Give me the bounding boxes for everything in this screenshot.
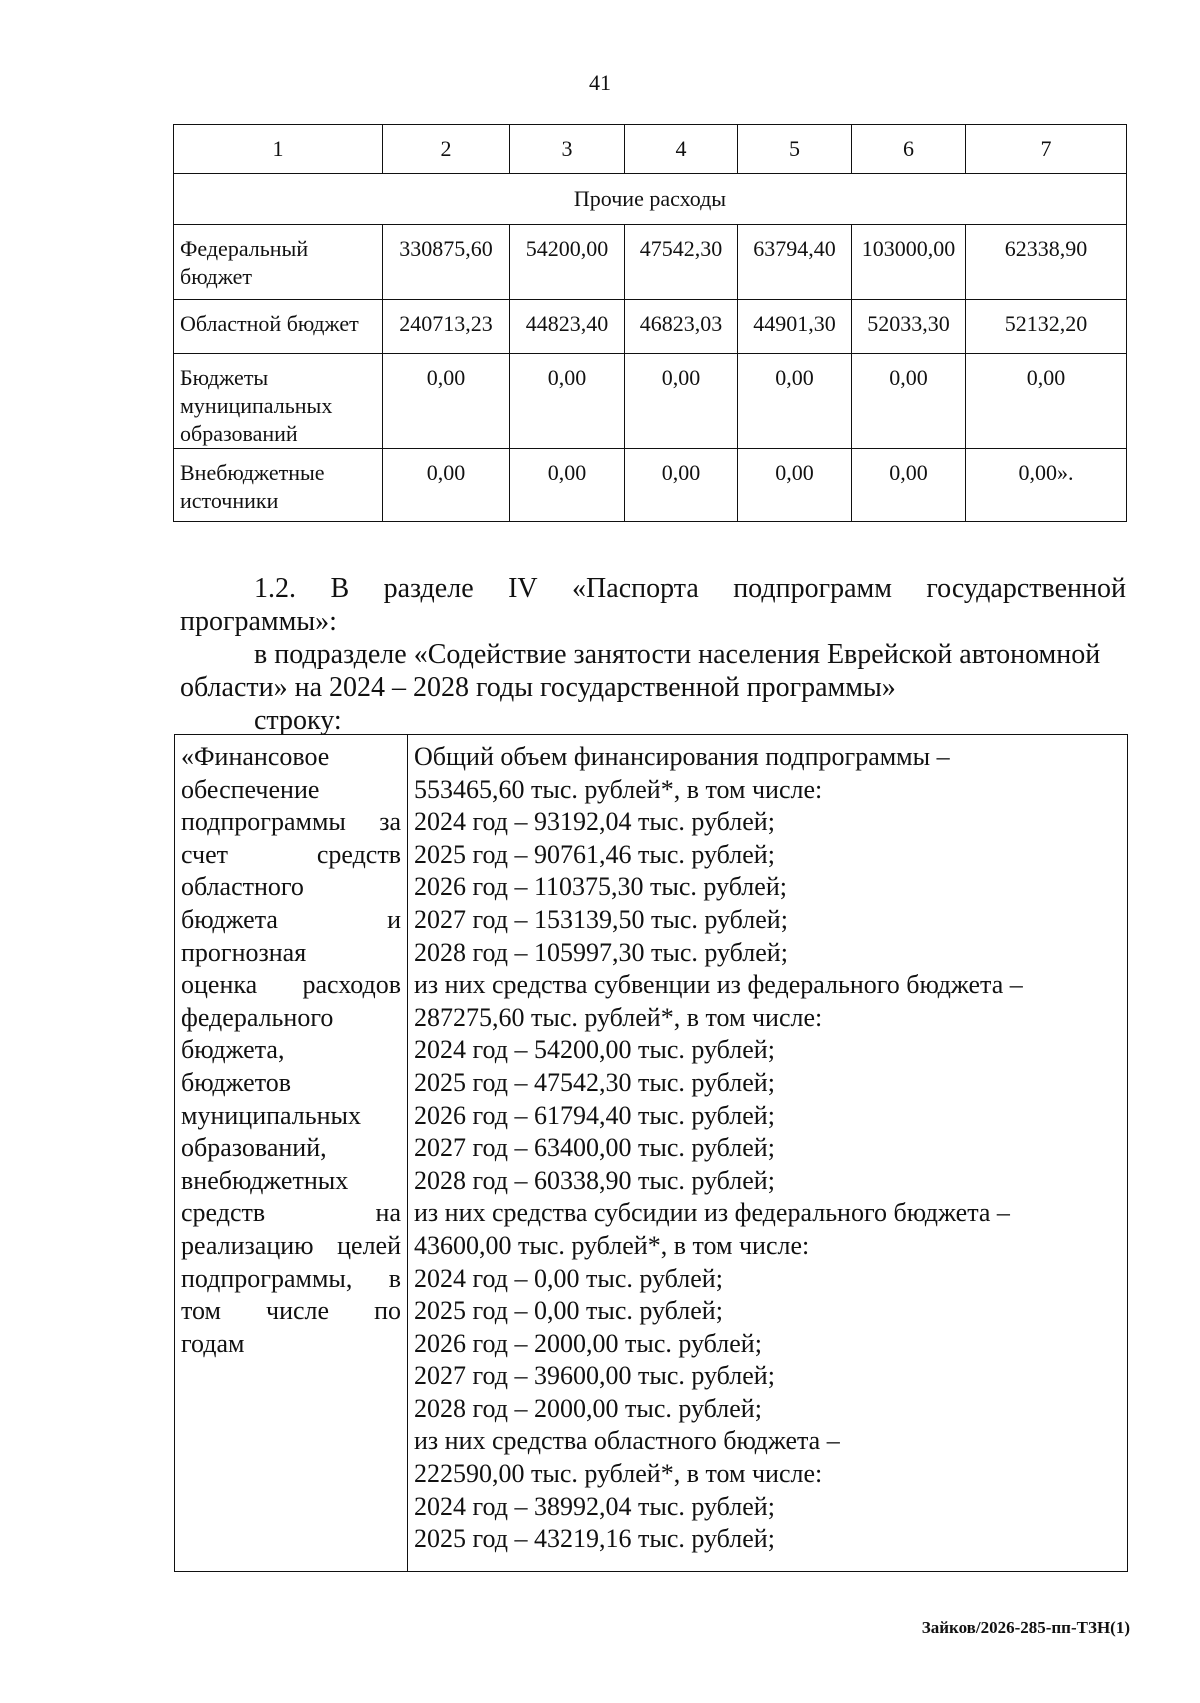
financing-line: 43600,00 тыс. рублей*, в том числе:: [414, 1230, 810, 1260]
value-cell: 0,00: [383, 354, 510, 449]
label-line: [181, 1067, 401, 1100]
label-line: [181, 1100, 401, 1133]
header-cell-3: 3: [510, 125, 625, 174]
paragraph-line: [180, 572, 1126, 605]
value-cell: 47542,30: [625, 225, 738, 300]
label-word: бюджета,: [181, 1035, 285, 1065]
value-cell: 0,00: [852, 449, 966, 522]
value-cell: 54200,00: [510, 225, 625, 300]
header-cell-5: 5: [738, 125, 852, 174]
paragraph-word: государственной: [926, 573, 1126, 604]
header-cell-2: 2: [383, 125, 510, 174]
value-cell: 0,00: [738, 449, 852, 522]
value-cell: 330875,60: [383, 225, 510, 300]
label-word: федерального: [181, 1002, 334, 1032]
label-word: в: [388, 1263, 401, 1293]
row-label: Федеральный бюджет: [174, 225, 383, 300]
value-cell: 0,00: [738, 354, 852, 449]
table-row: [174, 225, 1127, 300]
table-header-row: [174, 125, 1127, 174]
financing-line: 287275,60 тыс. рублей*, в том числе:: [414, 1002, 823, 1032]
financing-line: 222590,00 тыс. рублей*, в том числе:: [414, 1459, 823, 1489]
label-word: и: [387, 904, 401, 934]
row-word: строку:: [254, 705, 342, 736]
financing-line: 2025 год – 47542,30 тыс. рублей;: [414, 1067, 775, 1097]
financing-line: 2027 год – 63400,00 тыс. рублей;: [414, 1133, 775, 1163]
financing-line: 2026 год – 110375,30 тыс. рублей;: [414, 872, 787, 902]
paragraph-word: подпрограмм: [733, 573, 892, 604]
financing-value-cell: [408, 735, 1128, 1572]
financing-line: 553465,60 тыс. рублей*, в том числе:: [414, 774, 823, 804]
label-word: на: [375, 1198, 401, 1228]
document-code: Зайков/2026-285-пп-ТЗН(1): [921, 1618, 1130, 1637]
label-line: [181, 1230, 401, 1263]
header-cell-1: 1: [174, 125, 383, 174]
label-line: [181, 937, 401, 970]
value-cell: 0,00: [625, 449, 738, 522]
page-number: 41: [589, 70, 611, 95]
label-line: [181, 1034, 401, 1067]
label-line: [181, 839, 401, 872]
value-cell: 46823,03: [625, 300, 738, 354]
label-word: по: [374, 1296, 401, 1326]
financing-line: 2025 год – 0,00 тыс. рублей;: [414, 1296, 723, 1326]
label-word: подпрограммы: [181, 807, 346, 837]
paragraph-subsection: [180, 638, 1126, 704]
value-cell: 0,00: [510, 449, 625, 522]
paragraph-line: в подразделе «Содействие занятости населения Еврейской автономной: [254, 639, 1101, 670]
value-cell: 0,00».: [966, 449, 1127, 522]
label-line: [181, 806, 401, 839]
financing-line: 2028 год – 2000,00 тыс. рублей;: [414, 1393, 762, 1423]
financing-line: из них средства областного бюджета –: [414, 1426, 840, 1456]
label-word: том: [181, 1296, 221, 1326]
value-cell: 63794,40: [738, 225, 852, 300]
value-cell: 44823,40: [510, 300, 625, 354]
label-line: [181, 1197, 401, 1230]
label-line: [181, 1132, 401, 1165]
paragraph-word: разделе: [383, 573, 474, 604]
financing-line: 2028 год – 105997,30 тыс. рублей;: [414, 937, 788, 967]
label-word: подпрограммы,: [181, 1263, 353, 1293]
label-line: [181, 774, 401, 807]
label-line: [181, 1263, 401, 1296]
financing-line: 2027 год – 153139,50 тыс. рублей;: [414, 904, 788, 934]
label-line: [181, 904, 401, 937]
paragraph-line: области» на 2024 – 2028 годы государственной программы»: [180, 672, 896, 703]
funding-table: [173, 124, 1127, 522]
label-word: бюджета: [181, 904, 278, 934]
financing-line: из них средства субвенции из федерального бюджета –: [414, 970, 1023, 1000]
section-title: Прочие расходы: [174, 174, 1127, 225]
value-cell: 103000,00: [852, 225, 966, 300]
label-word: обеспечение: [181, 774, 320, 804]
label-word: средств: [316, 839, 401, 869]
label-word: «Финансовое: [181, 742, 330, 771]
financing-line: 2024 год – 0,00 тыс. рублей;: [414, 1263, 723, 1293]
paragraph-word: 1.2.: [254, 573, 296, 604]
passport-table: [174, 734, 1128, 1572]
financing-line: 2024 год – 54200,00 тыс. рублей;: [414, 1035, 775, 1065]
financing-line: 2024 год – 93192,04 тыс. рублей;: [414, 807, 775, 837]
financing-line: 2027 год – 39600,00 тыс. рублей;: [414, 1361, 775, 1391]
table-section-row: [174, 174, 1127, 225]
financing-line: из них средства субсидии из федерального бюджета –: [414, 1198, 1010, 1228]
financing-line: Общий объем финансирования подпрограммы –: [414, 742, 950, 771]
label-word: средств: [181, 1198, 266, 1228]
label-line: [181, 969, 401, 1002]
value-cell: 52033,30: [852, 300, 966, 354]
label-word: реализацию: [181, 1230, 314, 1260]
value-cell: 240713,23: [383, 300, 510, 354]
label-word: счет: [181, 839, 228, 869]
paragraph-word: В: [330, 573, 350, 604]
paragraph-word: «Паспорта: [572, 573, 699, 604]
value-cell: 0,00: [383, 449, 510, 522]
financing-line: 2025 год – 90761,46 тыс. рублей;: [414, 839, 775, 869]
label-line: [181, 1295, 401, 1328]
paragraph-row-label: [254, 704, 1200, 737]
table-row: [174, 300, 1127, 354]
value-cell: 0,00: [625, 354, 738, 449]
row-label: Внебюджетные источники: [174, 449, 383, 522]
value-cell: 62338,90: [966, 225, 1127, 300]
label-word: образований,: [181, 1133, 327, 1163]
label-line: [181, 1328, 401, 1361]
row-label: Бюджеты муниципальных образований: [174, 354, 383, 449]
header-cell-6: 6: [852, 125, 966, 174]
label-word: числе: [266, 1296, 330, 1326]
financing-line: 2026 год – 2000,00 тыс. рублей;: [414, 1328, 762, 1358]
label-word: расходов: [302, 970, 401, 1000]
paragraph-1-2: [180, 572, 1126, 638]
financing-label-cell: [175, 735, 408, 1572]
label-word: целей: [337, 1230, 401, 1260]
label-word: прогнозная: [181, 937, 307, 967]
label-line: [181, 1165, 401, 1198]
financing-line: 2024 год – 38992,04 тыс. рублей;: [414, 1491, 775, 1521]
label-word: бюджетов: [181, 1067, 292, 1097]
row-label: Областной бюджет: [174, 300, 383, 354]
header-cell-4: 4: [625, 125, 738, 174]
value-cell: 52132,20: [966, 300, 1127, 354]
label-word: за: [379, 807, 401, 837]
value-cell: 0,00: [852, 354, 966, 449]
label-word: муниципальных: [181, 1100, 362, 1130]
value-cell: 44901,30: [738, 300, 852, 354]
label-word: внебюджетных: [181, 1165, 349, 1195]
paragraph-line: программы»:: [180, 606, 337, 637]
table-row: [174, 449, 1127, 522]
financing-line: 2025 год – 43219,16 тыс. рублей;: [414, 1524, 775, 1554]
value-cell: 0,00: [966, 354, 1127, 449]
header-cell-7: 7: [966, 125, 1127, 174]
label-line: [181, 741, 401, 774]
financing-line: 2028 год – 60338,90 тыс. рублей;: [414, 1165, 775, 1195]
paragraph-word: IV: [508, 573, 538, 604]
table-row: [174, 354, 1127, 449]
label-line: [181, 1002, 401, 1035]
label-word: годам: [181, 1328, 245, 1358]
label-word: оценка: [181, 970, 258, 1000]
value-cell: 0,00: [510, 354, 625, 449]
financing-line: 2026 год – 61794,40 тыс. рублей;: [414, 1100, 775, 1130]
table-row: [175, 735, 1128, 1572]
label-word: областного: [181, 872, 304, 902]
label-line: [181, 871, 401, 904]
